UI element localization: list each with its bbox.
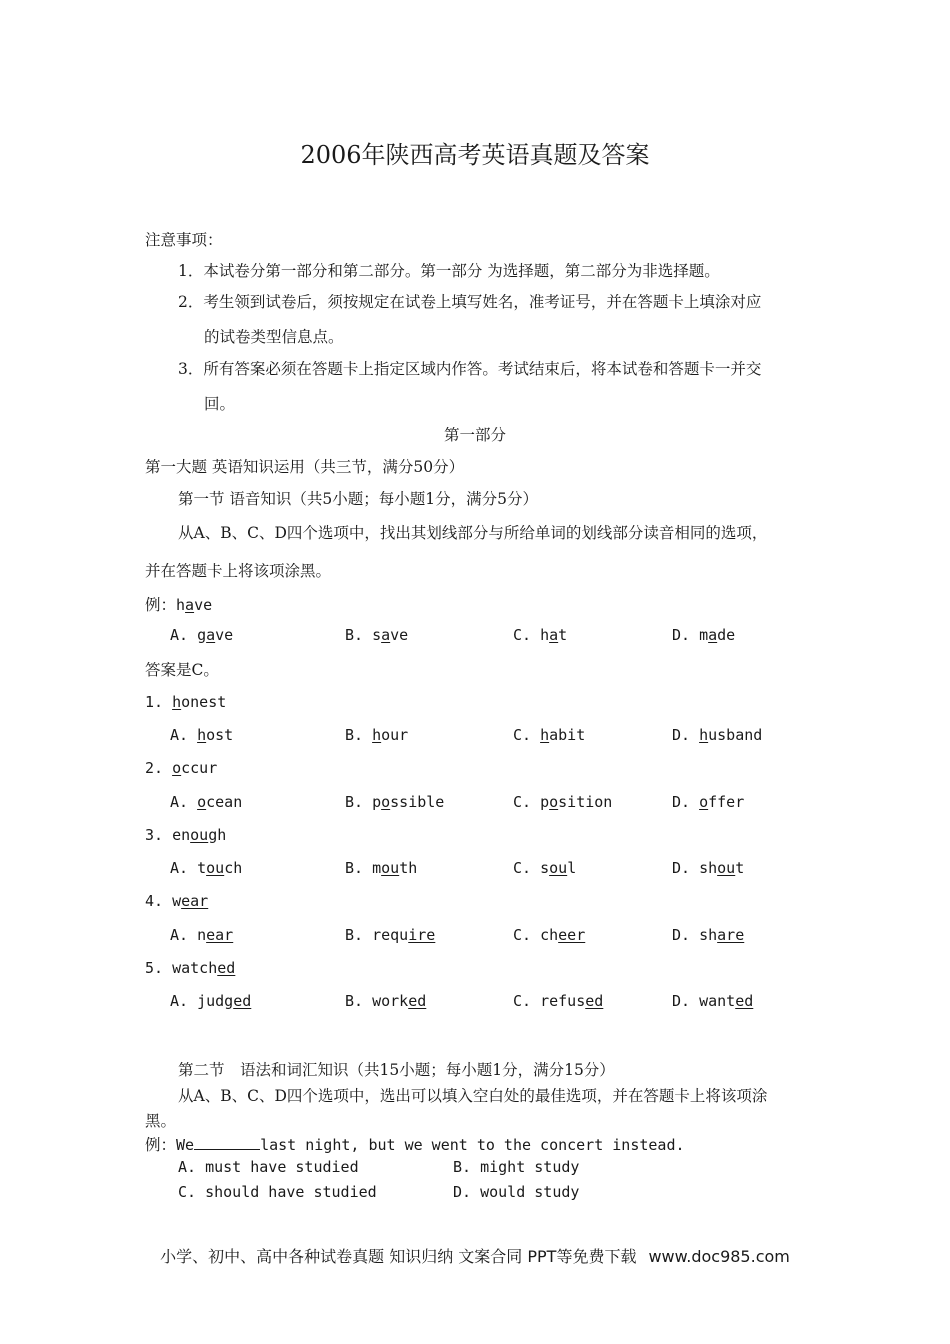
footer-text: 小学、初中、高中各种试卷真题 知识归纳 文案合同 PPT等免费下载 bbox=[160, 1247, 637, 1266]
option-pre: p bbox=[372, 793, 382, 811]
q5-option-d bbox=[672, 992, 753, 1010]
question-number: 2. bbox=[145, 759, 164, 777]
part-heading: 第一部分 bbox=[443, 426, 506, 444]
option-text: must have studied bbox=[205, 1158, 359, 1176]
option-letter: B. bbox=[345, 992, 364, 1010]
option-pre: ch bbox=[540, 926, 559, 944]
option-post: sition bbox=[558, 793, 613, 811]
q4-option-d bbox=[672, 926, 744, 944]
option-post: cean bbox=[206, 793, 243, 811]
word-pre: h bbox=[176, 596, 186, 614]
option-letter: B. bbox=[345, 926, 364, 944]
word-underlined: ou bbox=[190, 826, 209, 844]
option-underlined: a bbox=[549, 626, 559, 644]
q1-option-a bbox=[170, 726, 233, 744]
word-pre: en bbox=[172, 826, 191, 844]
question-5-word bbox=[145, 959, 235, 977]
document-title: 2006年陕西高考英语真题及答案 bbox=[300, 141, 650, 169]
option-underlined: ed bbox=[408, 992, 427, 1010]
q2-option-a bbox=[170, 793, 242, 811]
option-post: ch bbox=[224, 859, 243, 877]
option-post: l bbox=[567, 859, 577, 877]
word-underlined: ear bbox=[181, 892, 209, 910]
word-underlined: o bbox=[172, 759, 182, 777]
option-post: t bbox=[735, 859, 745, 877]
page-footer bbox=[0, 1244, 950, 1267]
q1-option-c bbox=[513, 726, 585, 744]
q5-option-b bbox=[345, 992, 426, 1010]
q3-option-c bbox=[513, 859, 576, 877]
option-letter: A. bbox=[170, 626, 189, 644]
option-post: ffer bbox=[708, 793, 745, 811]
option-underlined: o bbox=[549, 793, 559, 811]
option-pre: refus bbox=[540, 992, 586, 1010]
option-underlined: o bbox=[699, 793, 709, 811]
option-letter: C. bbox=[178, 1183, 197, 1201]
option-underlined: ed bbox=[735, 992, 754, 1010]
option-underlined: ear bbox=[206, 926, 234, 944]
word-pre: watch bbox=[172, 959, 218, 977]
option-underlined: h bbox=[372, 726, 382, 744]
q2-option-b bbox=[345, 793, 444, 811]
footer-link[interactable]: www.doc985.com bbox=[648, 1247, 790, 1266]
word-post: gh bbox=[208, 826, 227, 844]
question-1-word bbox=[145, 693, 226, 711]
q2-option-d bbox=[672, 793, 744, 811]
option-post: t bbox=[558, 626, 568, 644]
section-heading: 第一大题 英语知识运用（共三节，满分50分） bbox=[145, 458, 465, 476]
option-post: de bbox=[717, 626, 736, 644]
option-pre: sh bbox=[699, 859, 718, 877]
s2-title: 第二节 语法和词汇知识（共15小题；每小题1分，满分15分） bbox=[178, 1061, 615, 1079]
option-text: would study bbox=[480, 1183, 580, 1201]
example-label: 例： bbox=[145, 596, 177, 614]
s2-example-sentence bbox=[145, 1133, 685, 1155]
option-underlined: ou bbox=[717, 859, 736, 877]
question-number: 4. bbox=[145, 892, 164, 910]
note-number: 1． bbox=[178, 262, 204, 280]
option-underlined: are bbox=[717, 926, 745, 944]
q4-option-a bbox=[170, 926, 233, 944]
option-underlined: ou bbox=[549, 859, 568, 877]
word-underlined: a bbox=[185, 596, 195, 614]
q1-option-b bbox=[345, 726, 408, 744]
option-letter: D. bbox=[672, 626, 691, 644]
option-letter: D. bbox=[672, 726, 691, 744]
answer-blank bbox=[194, 1137, 260, 1150]
s2-option-b bbox=[453, 1158, 579, 1176]
question-4-word bbox=[145, 892, 208, 910]
question-number: 1. bbox=[145, 693, 164, 711]
option-underlined: ire bbox=[408, 926, 436, 944]
word-post: onest bbox=[181, 693, 227, 711]
option-underlined: ed bbox=[585, 992, 604, 1010]
option-post: ost bbox=[206, 726, 234, 744]
option-post: th bbox=[399, 859, 418, 877]
question-number: 5. bbox=[145, 959, 164, 977]
option-underlined: a bbox=[381, 626, 391, 644]
option-letter: C. bbox=[513, 992, 532, 1010]
option-letter: C. bbox=[513, 859, 532, 877]
question-number: 3. bbox=[145, 826, 164, 844]
option-underlined: ed bbox=[233, 992, 252, 1010]
word-underlined: ed bbox=[217, 959, 236, 977]
option-text: should have studied bbox=[205, 1183, 377, 1201]
q3-option-a bbox=[170, 859, 242, 877]
option-letter: C. bbox=[513, 926, 532, 944]
q2-option-c bbox=[513, 793, 612, 811]
option-post: abit bbox=[549, 726, 586, 744]
option-underlined: ou bbox=[381, 859, 400, 877]
option-underlined: h bbox=[540, 726, 550, 744]
option-letter: C. bbox=[513, 726, 532, 744]
option-letter: D. bbox=[672, 859, 691, 877]
note-item-1 bbox=[178, 259, 720, 281]
option-letter: C. bbox=[513, 626, 532, 644]
note-item-3 bbox=[178, 357, 761, 379]
q4-option-c bbox=[513, 926, 585, 944]
option-underlined: eer bbox=[558, 926, 586, 944]
option-pre: m bbox=[699, 626, 709, 644]
note-number: 3． bbox=[178, 360, 204, 378]
option-letter: B. bbox=[345, 726, 364, 744]
note-text: 本试卷分第一部分和第二部分。第一部分 为选择题，第二部分为非选择题。 bbox=[203, 262, 720, 280]
option-text: might study bbox=[480, 1158, 580, 1176]
option-letter: A. bbox=[170, 726, 189, 744]
option-letter: B. bbox=[345, 859, 364, 877]
option-letter: C. bbox=[513, 793, 532, 811]
option-letter: A. bbox=[170, 992, 189, 1010]
option-post: usband bbox=[708, 726, 763, 744]
note-item-2 bbox=[178, 290, 761, 312]
s1-example-word bbox=[145, 593, 212, 615]
example-label: 例： bbox=[145, 1136, 177, 1154]
option-pre: want bbox=[699, 992, 736, 1010]
option-letter: D. bbox=[453, 1183, 472, 1201]
option-pre: judg bbox=[197, 992, 234, 1010]
example-answer: 答案是C。 bbox=[145, 661, 219, 679]
option-underlined: ou bbox=[206, 859, 225, 877]
note-number: 2． bbox=[178, 293, 204, 311]
q5-option-a bbox=[170, 992, 251, 1010]
option-post: ve bbox=[390, 626, 409, 644]
example-option-c bbox=[513, 626, 567, 644]
option-pre: t bbox=[197, 859, 207, 877]
option-underlined: o bbox=[197, 793, 207, 811]
option-underlined: a bbox=[206, 626, 216, 644]
option-pre: sh bbox=[699, 926, 718, 944]
option-underlined: a bbox=[708, 626, 718, 644]
word-post: ccur bbox=[181, 759, 218, 777]
s2-instruction: 从A、B、C、D四个选项中，选出可以填入空白处的最佳选项，并在答题卡上将该项涂 bbox=[178, 1087, 768, 1105]
sentence-pre: We bbox=[176, 1136, 195, 1154]
s2-option-a bbox=[178, 1158, 359, 1176]
option-post: our bbox=[381, 726, 409, 744]
q5-option-c bbox=[513, 992, 603, 1010]
option-pre: s bbox=[372, 626, 382, 644]
note-item-3-cont: 回。 bbox=[204, 395, 236, 413]
s2-instruction-cont: 黑。 bbox=[145, 1112, 177, 1130]
note-text: 所有答案必须在答题卡上指定区域内作答。考试结束后，将本试卷和答题卡一并交 bbox=[203, 360, 762, 378]
option-pre: n bbox=[197, 926, 207, 944]
q3-option-d bbox=[672, 859, 744, 877]
s1-instruction: 从A、B、C、D四个选项中，找出其划线部分与所给单词的划线部分读音相同的选项， bbox=[178, 524, 768, 542]
option-letter: A. bbox=[170, 859, 189, 877]
option-underlined: o bbox=[381, 793, 391, 811]
option-letter: B. bbox=[345, 626, 364, 644]
note-text: 考生领到试卷后，须按规定在试卷上填写姓名，准考证号，并在答题卡上填涂对应 bbox=[203, 293, 762, 311]
option-post: ssible bbox=[390, 793, 445, 811]
option-pre: work bbox=[372, 992, 409, 1010]
option-letter: D. bbox=[672, 793, 691, 811]
q3-option-b bbox=[345, 859, 417, 877]
option-underlined: h bbox=[699, 726, 709, 744]
note-item-2-cont: 的试卷类型信息点。 bbox=[204, 328, 344, 346]
option-underlined: h bbox=[197, 726, 207, 744]
sentence-post: last night, but we went to the concert instead. bbox=[260, 1136, 685, 1154]
s1-instruction-cont: 并在答题卡上将该项涂黑。 bbox=[145, 562, 332, 580]
option-pre: h bbox=[540, 626, 550, 644]
option-pre: m bbox=[372, 859, 382, 877]
option-letter: B. bbox=[453, 1158, 472, 1176]
question-3-word bbox=[145, 826, 226, 844]
q4-option-b bbox=[345, 926, 435, 944]
notes-heading: 注意事项： bbox=[145, 231, 223, 249]
example-option-d bbox=[672, 626, 735, 644]
option-letter: D. bbox=[672, 992, 691, 1010]
example-option-a bbox=[170, 626, 233, 644]
word-post: ve bbox=[194, 596, 213, 614]
option-letter: A. bbox=[170, 793, 189, 811]
example-option-b bbox=[345, 626, 408, 644]
option-letter: B. bbox=[345, 793, 364, 811]
option-pre: requ bbox=[372, 926, 409, 944]
option-pre: g bbox=[197, 626, 207, 644]
word-underlined: h bbox=[172, 693, 182, 711]
option-letter: D. bbox=[672, 926, 691, 944]
option-letter: A. bbox=[170, 926, 189, 944]
q1-option-d bbox=[672, 726, 762, 744]
option-post: ve bbox=[215, 626, 234, 644]
s2-option-c bbox=[178, 1183, 377, 1201]
question-2-word bbox=[145, 759, 217, 777]
s2-option-d bbox=[453, 1183, 579, 1201]
option-pre: p bbox=[540, 793, 550, 811]
s1-title: 第一节 语音知识（共5小题；每小题1分，满分5分） bbox=[178, 490, 539, 508]
option-letter: A. bbox=[178, 1158, 197, 1176]
option-pre: s bbox=[540, 859, 550, 877]
word-pre: w bbox=[172, 892, 182, 910]
